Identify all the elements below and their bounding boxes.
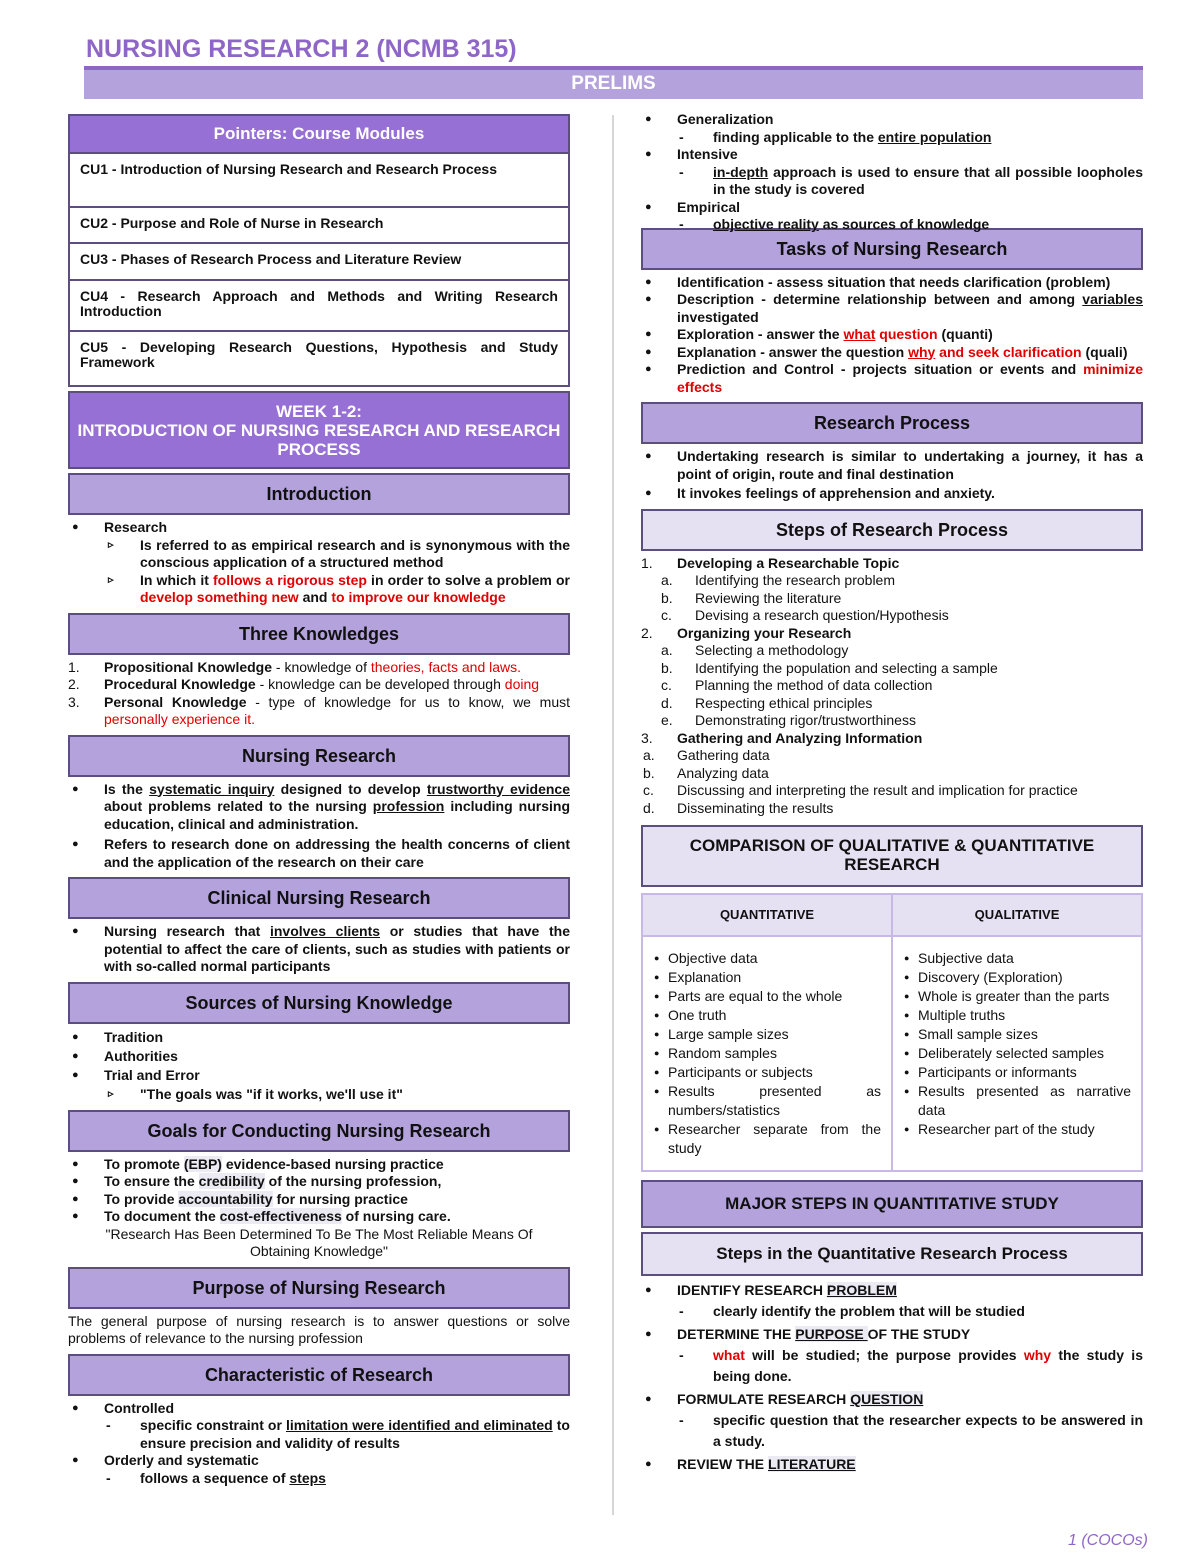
page-footer: 1 (COCOs)	[1068, 1532, 1148, 1549]
list-item: d. Respecting ethical principles	[661, 694, 873, 711]
comparison-header: COMPARISON OF QUALITATIVE & QUANTITATIVE RESEARCH	[641, 825, 1143, 887]
goals-quote: "Research Has Been Determined To Be The Most Reliable Means Of Obtaining Knowledge"	[105, 1225, 533, 1259]
list-item: ● Subjective data	[918, 949, 1131, 968]
list-item: - specific question that the researcher expects to be answered in a study.	[713, 1410, 1143, 1452]
major-steps-header: MAJOR STEPS IN QUANTITATIVE STUDY	[641, 1180, 1143, 1228]
list-item: ● Explanation - answer the question why and seek clarification (quali)	[677, 344, 1143, 362]
quantitative-steps-header: Steps in the Quantitative Research Process	[641, 1232, 1143, 1276]
list-item: ● IDENTIFY RESEARCH PROBLEM - clearly identify the problem that will be studied	[677, 1280, 1143, 1322]
list-item: ● To ensure the credibility of the nursing profession,	[104, 1173, 570, 1191]
list-item: ● Prediction and Control - projects situation or events and minimize effects	[677, 361, 1143, 396]
list-item: - what will be studied; the purpose provides why the study is being done.	[713, 1345, 1143, 1387]
list-item: ● One truth	[668, 1006, 881, 1025]
list-item: ● Small sample sizes	[918, 1025, 1131, 1044]
list-item: ▹ "The goals was "if it works, we'll use it"	[140, 1085, 570, 1104]
list-item: ● Nursing research that involves clients or studies that have the potential to affect the care of clients, such as studies with patients or with so-called normal participants	[104, 923, 570, 976]
list-item: ● Random samples	[668, 1044, 881, 1063]
column-divider	[612, 115, 614, 1515]
list-item: ● DETERMINE THE PURPOSE OF THE STUDY - what will be studied; the purpose provides why the study is being done.	[677, 1324, 1143, 1387]
module-item: CU4 - Research Approach and Methods and Writing Research Introduction	[68, 281, 570, 332]
list-item: a. Gathering data	[643, 747, 770, 763]
list-item: ● To provide accountability for nursing practice	[104, 1191, 570, 1209]
list-item: 2. Procedural Knowledge - knowledge can be developed through doing	[68, 676, 540, 692]
list-item: ● Generalization - finding applicable to the entire population	[677, 111, 1143, 146]
list-item: ● Identification - assess situation that needs clarification (problem)	[677, 274, 1143, 292]
clinical-nursing-research-header: Clinical Nursing Research	[68, 877, 570, 919]
quantitative-steps-list	[641, 1280, 1143, 1475]
quantitative-heading: QUANTITATIVE	[643, 895, 891, 937]
list-item: c. Devising a research question/Hypothesis	[661, 607, 949, 623]
list-item: ● FORMULATE RESEARCH QUESTION - specific question that the researcher expects to be answered in a study.	[677, 1389, 1143, 1452]
list-item: ● Is the systematic inquiry designed to develop trustworthy evidence about problems related to the nursing profession including nursing education, clinical and administration.	[104, 781, 570, 834]
list-item: ● Discovery (Exploration)	[918, 968, 1131, 987]
list-item: - finding applicable to the entire population	[713, 129, 1143, 147]
goals-list	[68, 1156, 570, 1226]
list-item: ● Whole is greater than the parts	[918, 987, 1131, 1006]
module-item: CU2 - Purpose and Role of Nurse in Research	[68, 208, 570, 244]
list-item: ● Explanation	[668, 968, 881, 987]
list-item: ● Tradition	[104, 1028, 570, 1047]
nursing-research-header: Nursing Research	[68, 735, 570, 777]
list-item: ● Participants or subjects	[668, 1063, 881, 1082]
sources-header: Sources of Nursing Knowledge	[68, 982, 570, 1024]
introduction-header: Introduction	[68, 473, 570, 515]
module-item: CU5 - Developing Research Questions, Hypothesis and Study Framework	[68, 332, 570, 387]
characteristic-list-cont	[641, 111, 1143, 234]
list-item: b. Identifying the population and selecting a sample	[661, 659, 998, 676]
module-item: CU3 - Phases of Research Process and Literature Review	[68, 244, 570, 281]
list-item: ● Controlled - specific constraint or limitation were identified and eliminated to ensure precision and validity of results	[104, 1400, 570, 1453]
list-item: ● Trial and Error ▹ "The goals was "if it works, we'll use it"	[104, 1066, 570, 1104]
list-item: a. Selecting a methodology	[661, 642, 849, 658]
list-item: ● Refers to research done on addressing the health concerns of client and the application of the research on their care	[104, 836, 570, 871]
research-process-header: Research Process	[641, 402, 1143, 444]
list-item: ▹ In which it follows a rigorous step in order to solve a problem or develop something new and to improve our knowledge	[140, 572, 570, 607]
left-column	[68, 110, 570, 1487]
tasks-header: Tasks of Nursing Research	[641, 228, 1143, 270]
introduction-list	[68, 519, 570, 607]
course-modules-table	[68, 114, 570, 387]
list-item: c. Planning the method of data collection	[661, 677, 933, 693]
list-item: ● To document the cost-effectiveness of nursing care.	[104, 1208, 570, 1226]
week-header: WEEK 1-2: INTRODUCTION OF NURSING RESEARCH AND RESEARCH PROCESS	[68, 391, 570, 469]
purpose-text: The general purpose of nursing research is to answer questions or solve problems of relevance to the nursing profession	[68, 1312, 570, 1346]
list-item: ● Intensive - in-depth approach is used to ensure that all possible loopholes in the study is covered	[677, 146, 1143, 199]
qualitative-column	[891, 895, 1141, 1170]
list-item: ● REVIEW THE LITERATURE	[677, 1454, 1143, 1475]
steps-header: Steps of Research Process	[641, 509, 1143, 551]
tasks-list	[641, 274, 1143, 397]
module-item: CU1 - Introduction of Nursing Research and Research Process	[68, 154, 570, 208]
list-item: 3. Gathering and Analyzing Information a. Gathering data b. Analyzing data c. Discussing and interpreting the result and implication for practice d. Disseminating the results	[677, 730, 1143, 818]
list-item: b. Reviewing the literature	[661, 589, 842, 606]
list-item: 2. Organizing your Research a. Selecting a methodology b. Identifying the population and selecting a sample c. Planning the method of data collection d. Respecting ethical principles e. Demonstrating rigor/trustworthiness	[677, 625, 1143, 730]
comparison-table	[641, 893, 1143, 1172]
list-item: ● Researcher part of the study	[918, 1120, 1131, 1139]
list-item: c. Discussing and interpreting the result and implication for practice	[643, 782, 1078, 798]
research-process-list	[641, 448, 1143, 503]
list-item: ● Orderly and systematic - follows a sequence of steps	[104, 1452, 570, 1487]
right-column	[641, 111, 1143, 1475]
list-item: ● Description - determine relationship between and among variables investigated	[677, 291, 1143, 326]
list-item: ▹ Is referred to as empirical research and is synonymous with the conscious application of a structured method	[140, 537, 570, 572]
sources-list	[68, 1028, 570, 1104]
list-item: e. Demonstrating rigor/trustworthiness	[661, 712, 916, 728]
list-item: ● Multiple truths	[918, 1006, 1131, 1025]
clinical-list	[68, 923, 570, 976]
list-item: ● Results presented as narrative data	[918, 1082, 1131, 1120]
list-item: 3. Personal Knowledge - type of knowledge for us to know, we must personally experience it.	[68, 693, 570, 727]
list-item: ● Results presented as numbers/statistics	[668, 1082, 881, 1120]
list-item: 1. Developing a Researchable Topic a. Identifying the research problem b. Reviewing the literature c. Devising a research question/Hypothesis	[677, 555, 1143, 625]
goals-header: Goals for Conducting Nursing Research	[68, 1110, 570, 1152]
document-title: NURSING RESEARCH 2 (NCMB 315)	[86, 35, 517, 63]
knowledges-list	[68, 659, 570, 729]
list-item: ● Parts are equal to the whole	[668, 987, 881, 1006]
list-item: ● Deliberately selected samples	[918, 1044, 1131, 1063]
characteristic-header: Characteristic of Research	[68, 1354, 570, 1396]
purpose-header: Purpose of Nursing Research	[68, 1267, 570, 1309]
list-item: - follows a sequence of steps	[140, 1470, 570, 1488]
list-item: ● Objective data	[668, 949, 881, 968]
list-item: a. Identifying the research problem	[661, 572, 895, 588]
section-band: PRELIMS	[84, 66, 1143, 99]
quantitative-column	[643, 895, 891, 1170]
list-item: ● To promote (EBP) evidence-based nursing practice	[104, 1156, 570, 1174]
list-item: - in-depth approach is used to ensure that all possible loopholes in the study is covered	[713, 164, 1143, 199]
steps-list	[641, 555, 1143, 818]
list-item: - objective reality as sources of knowledge	[713, 216, 1143, 234]
three-knowledges-header: Three Knowledges	[68, 613, 570, 655]
modules-header: Pointers: Course Modules	[68, 114, 570, 154]
list-item: ● Researcher separate from the study	[668, 1120, 881, 1158]
nursing-research-list	[68, 781, 570, 872]
list-item: ● Empirical - objective reality as sources of knowledge	[677, 199, 1143, 234]
list-item: ● Research ▹ Is referred to as empirical research and is synonymous with the conscious application of a structured method ▹ In which it follows a rigorous step in order to solve a problem or develop something new and to improve our knowledge	[104, 519, 570, 607]
list-item: 1. Propositional Knowledge - knowledge of theories, facts and laws.	[68, 658, 522, 675]
characteristic-list	[68, 1400, 570, 1488]
list-item: ● Large sample sizes	[668, 1025, 881, 1044]
list-item: b. Analyzing data	[643, 764, 769, 781]
list-item: ● Authorities	[104, 1047, 570, 1066]
list-item: - specific constraint or limitation were identified and eliminated to ensure precision and validity of results	[140, 1417, 570, 1452]
list-item: ● Exploration - answer the what question (quanti)	[677, 326, 1143, 344]
list-item: - clearly identify the problem that will be studied	[713, 1301, 1143, 1322]
list-item: ● Participants or informants	[918, 1063, 1131, 1082]
qualitative-heading: QUALITATIVE	[893, 895, 1141, 937]
list-item: ● Undertaking research is similar to undertaking a journey, it has a point of origin, route and final destination	[677, 448, 1143, 483]
list-item: d. Disseminating the results	[643, 799, 834, 816]
list-item: ● It invokes feelings of apprehension and anxiety.	[677, 485, 1143, 503]
